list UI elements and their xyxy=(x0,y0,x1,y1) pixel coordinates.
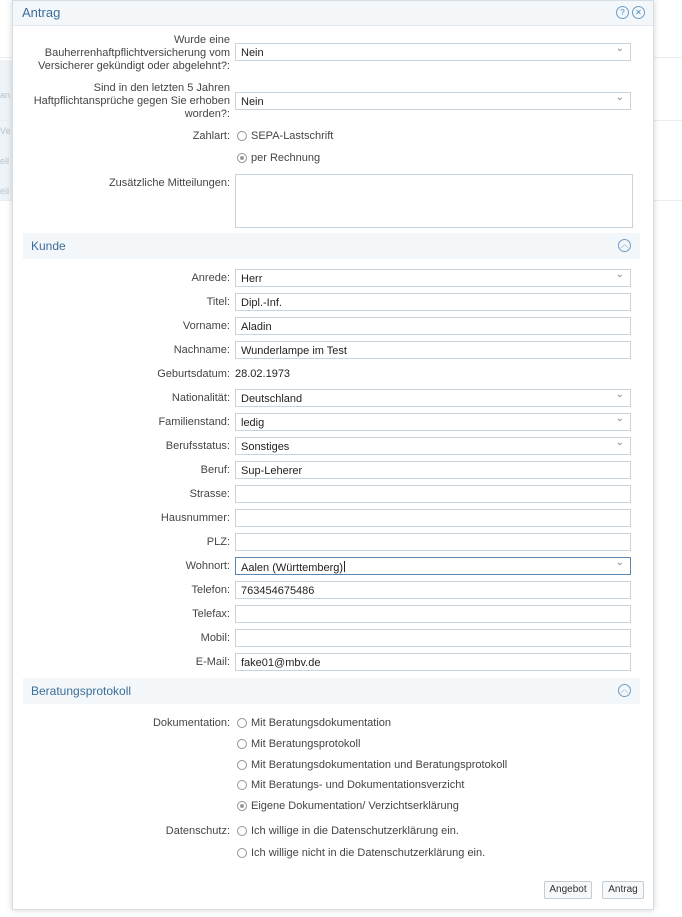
strasse-label: Strasse: xyxy=(189,488,230,500)
telefon-label: Telefon: xyxy=(191,584,230,596)
radio-button[interactable] xyxy=(237,801,247,811)
angebot-button[interactable]: Angebot xyxy=(544,881,592,899)
question-value: Nein xyxy=(241,47,264,59)
antrag-button[interactable]: Antrag xyxy=(602,881,644,899)
geburtsdatum-label: Geburtsdatum: xyxy=(157,368,230,380)
familienstand-value: ledig xyxy=(241,417,265,429)
zahlart-option-sepa[interactable] xyxy=(237,129,333,143)
question-select[interactable] xyxy=(235,92,631,110)
text-cursor xyxy=(344,561,345,572)
background-text: eil xyxy=(0,186,10,196)
dokumentation-option[interactable] xyxy=(237,737,360,751)
radio-button[interactable] xyxy=(237,780,247,790)
radio-button[interactable] xyxy=(237,848,247,858)
vorname-input[interactable]: Aladin xyxy=(235,317,631,335)
radio-label: Mit Beratungsdokumentation xyxy=(251,717,392,729)
section-title: Kunde xyxy=(31,239,66,253)
titel-input[interactable]: Dipl.-Inf. xyxy=(235,293,631,311)
familienstand-select[interactable] xyxy=(235,413,631,431)
nationalitaet-value: Deutschland xyxy=(241,393,303,405)
dokumentation-option[interactable] xyxy=(237,758,507,772)
radio-label: Mit Beratungsprotokoll xyxy=(251,738,361,750)
wohnort-label: Wohnort: xyxy=(185,560,230,572)
dokumentation-label: Dokumentation: xyxy=(152,717,230,729)
telefon-input[interactable]: 763454675486 xyxy=(235,581,631,599)
datenschutz-label: Datenschutz: xyxy=(165,825,230,837)
plz-label: PLZ: xyxy=(206,536,230,548)
question-label: Wurde eine Bauherrenhaftpflichtversicherung vom Versicherer gekündigt oder abgelehnt?: xyxy=(37,34,230,72)
strasse-input[interactable] xyxy=(235,485,631,503)
radio-label: Mit Beratungs- und Dokumentationsverzicht xyxy=(251,779,465,791)
radio-button[interactable] xyxy=(237,131,247,141)
dokumentation-option[interactable] xyxy=(237,716,391,730)
collapse-icon[interactable]: ︿ xyxy=(618,239,631,252)
plz-input[interactable] xyxy=(235,533,631,551)
hausnummer-input[interactable] xyxy=(235,509,631,527)
datenschutz-option[interactable] xyxy=(237,824,459,838)
email-label: E-Mail: xyxy=(195,656,230,668)
beruf-input[interactable]: Sup-Leherer xyxy=(235,461,631,479)
nachname-label: Nachname: xyxy=(173,344,230,356)
anrede-select[interactable] xyxy=(235,269,631,287)
dialog-titlebar xyxy=(13,1,653,26)
berufsstatus-label: Berufsstatus: xyxy=(165,440,230,452)
familienstand-label: Familienstand: xyxy=(158,416,230,428)
datenschutz-option[interactable] xyxy=(237,846,485,860)
hausnummer-label: Hausnummer: xyxy=(160,512,230,524)
radio-button[interactable] xyxy=(237,718,247,728)
collapse-icon[interactable]: ︿ xyxy=(618,684,631,697)
antrag-dialog xyxy=(12,0,654,910)
section-header-kunde[interactable] xyxy=(23,233,640,259)
titel-label: Titel: xyxy=(206,296,230,308)
zahlart-label: Zahlart: xyxy=(192,130,230,142)
telefax-label: Telefax: xyxy=(192,608,230,620)
radio-label: SEPA-Lastschrift xyxy=(251,130,334,142)
mitteilungen-textarea[interactable] xyxy=(235,174,633,228)
wohnort-value: Aalen (Württemberg) xyxy=(241,562,344,574)
radio-label: Ich willige in die Datenschutzerklärung ein. xyxy=(251,825,459,837)
radio-button[interactable] xyxy=(237,153,247,163)
close-icon[interactable]: ✕ xyxy=(632,6,645,19)
section-title: Beratungsprotokoll xyxy=(31,684,132,698)
mobil-input[interactable] xyxy=(235,629,631,647)
question-value: Nein xyxy=(241,96,264,108)
nationalitaet-label: Nationalität: xyxy=(171,392,230,404)
geburtsdatum-value: 28.02.1973 xyxy=(235,368,291,380)
nationalitaet-select[interactable] xyxy=(235,389,631,407)
anrede-value: Herr xyxy=(241,273,263,285)
email-input[interactable]: fake01@mbv.de xyxy=(235,653,631,671)
dokumentation-option[interactable] xyxy=(237,778,464,792)
anrede-label: Anrede: xyxy=(191,272,230,284)
background-text: ell xyxy=(0,156,10,166)
background-text: Ve xyxy=(0,126,11,136)
wohnort-combobox[interactable] xyxy=(235,557,631,575)
vorname-label: Vorname: xyxy=(182,320,230,332)
section-header-beratungsprotokoll[interactable] xyxy=(23,678,640,704)
berufsstatus-select[interactable] xyxy=(235,437,631,455)
question-label: Sind in den letzten 5 Jahren Haftpflichtansprüche gegen Sie erhoben worden?: xyxy=(33,82,230,120)
dialog-title: Antrag xyxy=(22,5,61,20)
berufsstatus-value: Sonstiges xyxy=(241,441,290,453)
mitteilungen-label: Zusätzliche Mitteilungen: xyxy=(108,177,230,189)
radio-button[interactable] xyxy=(237,826,247,836)
beruf-label: Beruf: xyxy=(200,464,230,476)
dokumentation-option[interactable] xyxy=(237,799,459,813)
mobil-label: Mobil: xyxy=(200,632,230,644)
nachname-input[interactable]: Wunderlampe im Test xyxy=(235,341,631,359)
radio-label: Mit Beratungsdokumentation und Beratungsprotokoll xyxy=(251,759,508,771)
radio-button[interactable] xyxy=(237,760,247,770)
question-select[interactable] xyxy=(235,43,631,61)
help-icon[interactable]: ? xyxy=(616,6,629,19)
background-text: an xyxy=(0,90,11,100)
radio-button[interactable] xyxy=(237,739,247,749)
radio-label: Eigene Dokumentation/ Verzichtserklärung xyxy=(251,800,459,812)
telefax-input[interactable] xyxy=(235,605,631,623)
zahlart-option-rechnung[interactable] xyxy=(237,151,320,165)
radio-label: per Rechnung xyxy=(251,152,321,164)
radio-label: Ich willige nicht in die Datenschutzerklärung ein. xyxy=(251,847,486,859)
